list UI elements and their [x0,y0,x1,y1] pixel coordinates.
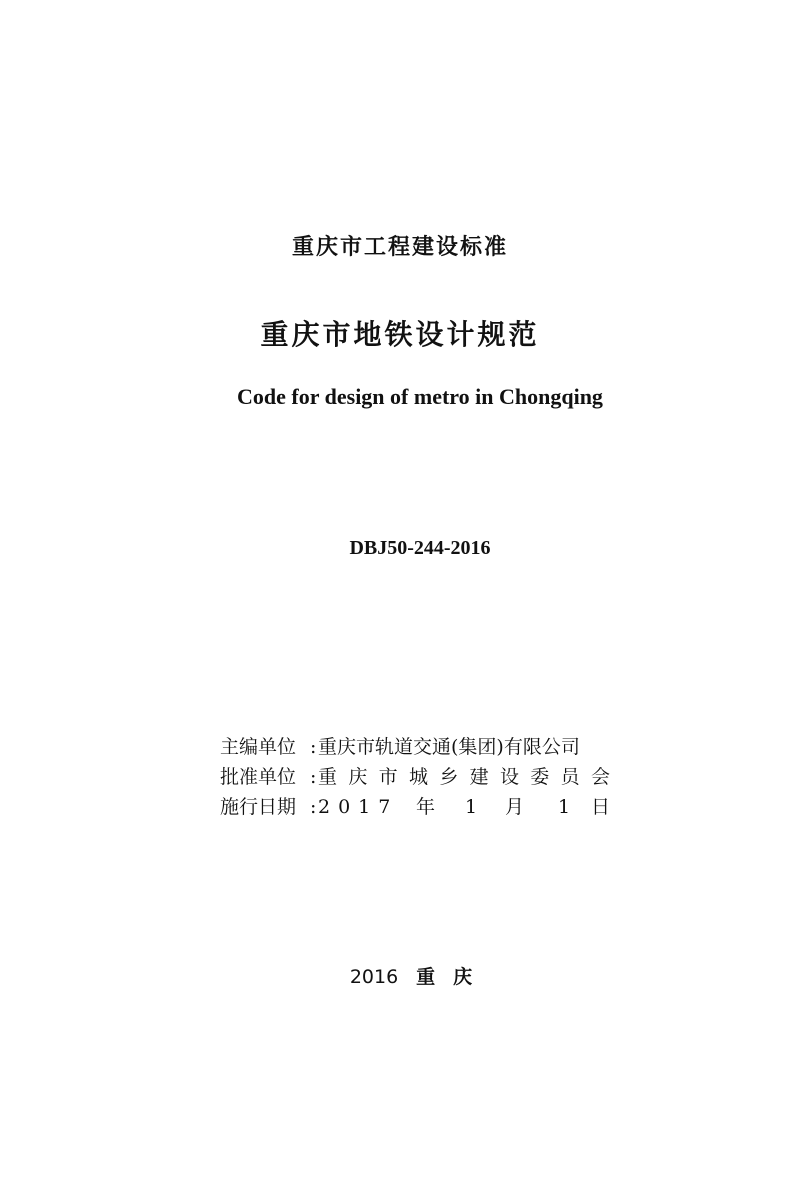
standard-code: DBJ50-244-2016 [349,537,491,559]
editor-row [220,732,620,762]
approver-label: 批准单位 [220,766,297,788]
approver-char: 设 [499,766,519,788]
effective-day-unit: 日 [591,796,611,818]
effective-date-colon: : [310,796,317,818]
editor-label: 主编单位 [220,736,297,758]
effective-year-unit: 年 [416,796,436,818]
publication-footer [0,962,800,989]
approver-value [318,762,610,792]
standard-series-title: 重庆市工程建设标准 [291,235,508,260]
publication-info [220,732,620,822]
publication-year: 2016 [349,966,399,988]
editor-colon: : [310,736,317,758]
effective-day: 1 [558,796,571,818]
effective-year: 2017 [318,796,399,818]
effective-month: 1 [465,796,478,818]
approver-row [220,762,620,792]
effective-date-value [318,792,610,822]
approver-char: 委 [530,766,550,788]
approver-char: 乡 [439,766,459,788]
approver-colon: : [310,766,317,788]
approver-char: 城 [408,766,428,788]
editor-value: 重庆市轨道交通(集团)有限公司 [318,736,580,758]
approver-char: 庆 [348,766,368,788]
approver-char: 市 [378,766,398,788]
document-title-chinese: 重庆市地铁设计规范 [260,318,540,351]
document-title-english: Code for design of metro in Chongqing [237,384,603,409]
publication-city: 重庆 [416,966,491,988]
effective-date-label: 施行日期 [220,796,297,818]
approver-char: 员 [560,766,580,788]
effective-date-row [220,792,620,822]
approver-char: 重 [318,766,338,788]
approver-char: 会 [590,766,610,788]
approver-char: 建 [469,766,489,788]
effective-month-unit: 月 [505,796,525,818]
